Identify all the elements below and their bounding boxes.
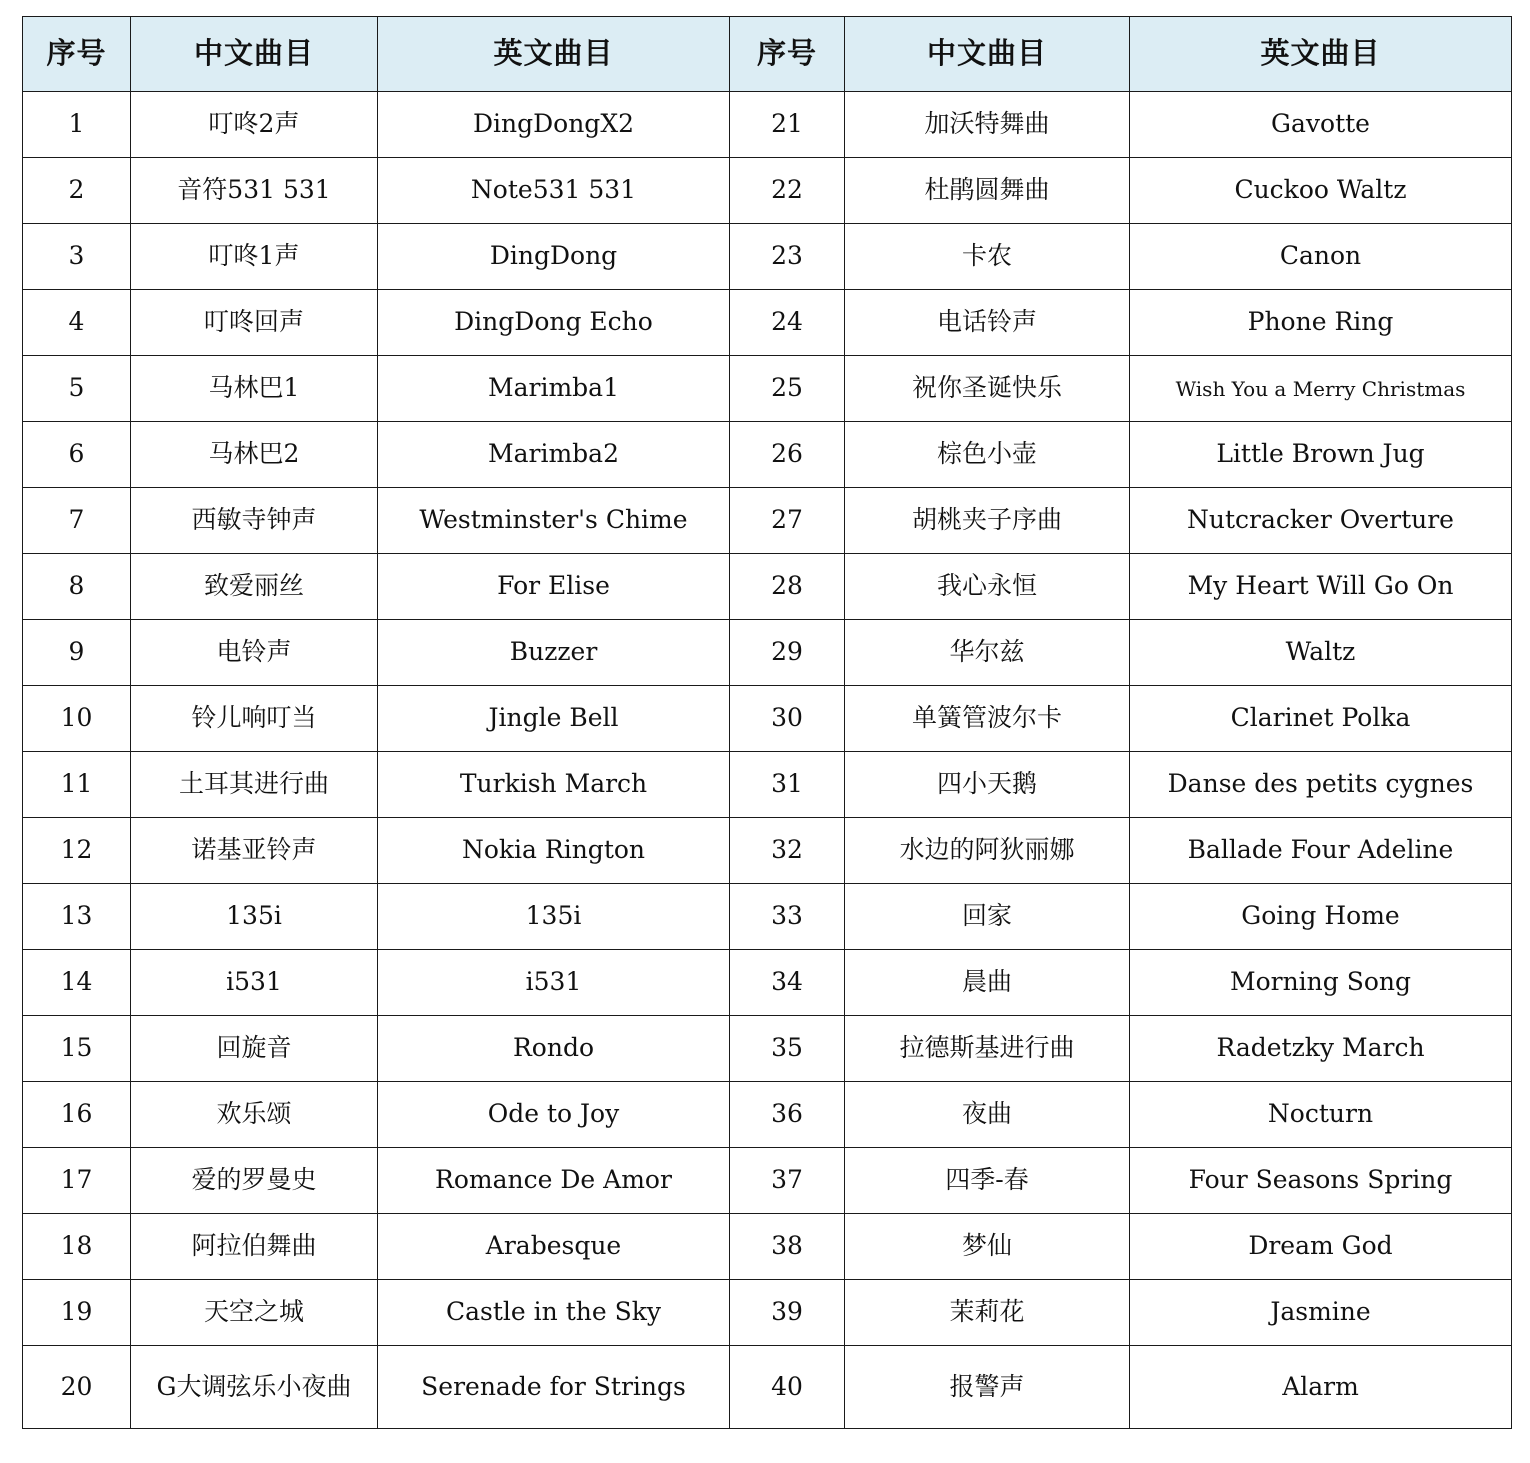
- cell-index-right: 27: [730, 488, 845, 554]
- header-chinese-title-left: 中文曲目: [131, 17, 378, 92]
- cell-index-right: 37: [730, 1148, 845, 1214]
- header-english-title-right: 英文曲目: [1130, 17, 1512, 92]
- cell-index-left: 11: [23, 752, 131, 818]
- cell-english-title-right: Gavotte: [1130, 92, 1512, 158]
- cell-chinese-title-right: 华尔兹: [845, 620, 1130, 686]
- cell-english-title-left: DingDong Echo: [378, 290, 730, 356]
- header-english-title-left: 英文曲目: [378, 17, 730, 92]
- cell-index-left: 2: [23, 158, 131, 224]
- cell-chinese-title-left: 爱的罗曼史: [131, 1148, 378, 1214]
- table-row: [23, 92, 1512, 158]
- cell-english-title-left: Turkish March: [378, 752, 730, 818]
- table-body: [23, 92, 1512, 1429]
- cell-index-right: 24: [730, 290, 845, 356]
- cell-english-title-right: Clarinet Polka: [1130, 686, 1512, 752]
- cell-english-title-left: Note531 531: [378, 158, 730, 224]
- cell-index-left: 5: [23, 356, 131, 422]
- header-index-right: 序号: [730, 17, 845, 92]
- table-row: [23, 818, 1512, 884]
- cell-index-right: 40: [730, 1346, 845, 1429]
- cell-english-title-right: Cuckoo Waltz: [1130, 158, 1512, 224]
- cell-chinese-title-left: 致爱丽丝: [131, 554, 378, 620]
- table-row: [23, 554, 1512, 620]
- cell-english-title-right: Radetzky March: [1130, 1016, 1512, 1082]
- cell-index-left: 14: [23, 950, 131, 1016]
- cell-chinese-title-right: 报警声: [845, 1346, 1130, 1429]
- cell-chinese-title-left: 西敏寺钟声: [131, 488, 378, 554]
- cell-english-title-right: Nocturn: [1130, 1082, 1512, 1148]
- cell-english-title-left: Jingle Bell: [378, 686, 730, 752]
- cell-english-title-left: Buzzer: [378, 620, 730, 686]
- table-row: [23, 356, 1512, 422]
- cell-english-title-left: For Elise: [378, 554, 730, 620]
- cell-english-title-left: Marimba2: [378, 422, 730, 488]
- cell-index-left: 6: [23, 422, 131, 488]
- cell-index-left: 16: [23, 1082, 131, 1148]
- cell-index-right: 35: [730, 1016, 845, 1082]
- cell-index-right: 38: [730, 1214, 845, 1280]
- cell-index-right: 32: [730, 818, 845, 884]
- table-row: [23, 950, 1512, 1016]
- cell-chinese-title-right: 四小天鹅: [845, 752, 1130, 818]
- cell-chinese-title-left: 诺基亚铃声: [131, 818, 378, 884]
- cell-index-left: 20: [23, 1346, 131, 1429]
- cell-english-title-right: Alarm: [1130, 1346, 1512, 1429]
- cell-index-left: 10: [23, 686, 131, 752]
- cell-chinese-title-left: 电铃声: [131, 620, 378, 686]
- cell-index-right: 31: [730, 752, 845, 818]
- cell-english-title-right: Nutcracker Overture: [1130, 488, 1512, 554]
- cell-index-left: 19: [23, 1280, 131, 1346]
- cell-chinese-title-right: 晨曲: [845, 950, 1130, 1016]
- cell-english-title-left: Ode to Joy: [378, 1082, 730, 1148]
- cell-english-title-left: Westminster's Chime: [378, 488, 730, 554]
- cell-english-title-right: Waltz: [1130, 620, 1512, 686]
- cell-chinese-title-left: 马林巴1: [131, 356, 378, 422]
- cell-english-title-left: Romance De Amor: [378, 1148, 730, 1214]
- cell-english-title-left: Castle in the Sky: [378, 1280, 730, 1346]
- cell-english-title-right: My Heart Will Go On: [1130, 554, 1512, 620]
- cell-index-right: 29: [730, 620, 845, 686]
- cell-chinese-title-left: 135i: [131, 884, 378, 950]
- cell-english-title-left: Serenade for Strings: [378, 1346, 730, 1429]
- table-row: [23, 884, 1512, 950]
- cell-english-title-right: Canon: [1130, 224, 1512, 290]
- cell-index-left: 7: [23, 488, 131, 554]
- cell-index-left: 12: [23, 818, 131, 884]
- cell-chinese-title-right: 单簧管波尔卡: [845, 686, 1130, 752]
- cell-chinese-title-right: 加沃特舞曲: [845, 92, 1130, 158]
- cell-chinese-title-left: 回旋音: [131, 1016, 378, 1082]
- table-row: [23, 422, 1512, 488]
- cell-chinese-title-right: 梦仙: [845, 1214, 1130, 1280]
- table-row: [23, 158, 1512, 224]
- table-row: [23, 224, 1512, 290]
- header-chinese-title-right: 中文曲目: [845, 17, 1130, 92]
- cell-index-left: 18: [23, 1214, 131, 1280]
- table-row: [23, 1280, 1512, 1346]
- cell-index-left: 3: [23, 224, 131, 290]
- cell-index-right: 36: [730, 1082, 845, 1148]
- cell-english-title-left: 135i: [378, 884, 730, 950]
- cell-index-right: 25: [730, 356, 845, 422]
- cell-index-right: 26: [730, 422, 845, 488]
- cell-english-title-right: Dream God: [1130, 1214, 1512, 1280]
- cell-index-right: 22: [730, 158, 845, 224]
- cell-english-title-right: Little Brown Jug: [1130, 422, 1512, 488]
- cell-index-right: 28: [730, 554, 845, 620]
- cell-chinese-title-left: G大调弦乐小夜曲: [131, 1346, 378, 1429]
- cell-english-title-left: Nokia Rington: [378, 818, 730, 884]
- cell-index-left: 4: [23, 290, 131, 356]
- cell-chinese-title-left: i531: [131, 950, 378, 1016]
- cell-index-right: 30: [730, 686, 845, 752]
- cell-chinese-title-left: 叮咚1声: [131, 224, 378, 290]
- cell-chinese-title-left: 土耳其进行曲: [131, 752, 378, 818]
- cell-index-right: 34: [730, 950, 845, 1016]
- cell-chinese-title-left: 天空之城: [131, 1280, 378, 1346]
- cell-index-right: 39: [730, 1280, 845, 1346]
- cell-chinese-title-right: 杜鹃圆舞曲: [845, 158, 1130, 224]
- cell-english-title-right: Danse des petits cygnes: [1130, 752, 1512, 818]
- cell-chinese-title-right: 棕色小壶: [845, 422, 1130, 488]
- cell-index-left: 1: [23, 92, 131, 158]
- table-row: [23, 686, 1512, 752]
- cell-english-title-left: DingDong: [378, 224, 730, 290]
- cell-index-left: 17: [23, 1148, 131, 1214]
- table-row: [23, 488, 1512, 554]
- cell-index-right: 21: [730, 92, 845, 158]
- cell-chinese-title-right: 夜曲: [845, 1082, 1130, 1148]
- cell-chinese-title-right: 茉莉花: [845, 1280, 1130, 1346]
- cell-chinese-title-left: 阿拉伯舞曲: [131, 1214, 378, 1280]
- table-row: [23, 1082, 1512, 1148]
- cell-chinese-title-right: 卡农: [845, 224, 1130, 290]
- cell-index-left: 13: [23, 884, 131, 950]
- cell-chinese-title-right: 回家: [845, 884, 1130, 950]
- cell-index-left: 8: [23, 554, 131, 620]
- cell-chinese-title-left: 马林巴2: [131, 422, 378, 488]
- table-row: [23, 752, 1512, 818]
- cell-english-title-left: i531: [378, 950, 730, 1016]
- cell-chinese-title-right: 我心永恒: [845, 554, 1130, 620]
- table-row: [23, 1148, 1512, 1214]
- cell-chinese-title-right: 祝你圣诞快乐: [845, 356, 1130, 422]
- cell-index-left: 15: [23, 1016, 131, 1082]
- cell-chinese-title-right: 拉德斯基进行曲: [845, 1016, 1130, 1082]
- cell-english-title-left: Rondo: [378, 1016, 730, 1082]
- cell-chinese-title-left: 铃儿响叮当: [131, 686, 378, 752]
- cell-chinese-title-right: 四季-春: [845, 1148, 1130, 1214]
- table-row: [23, 1214, 1512, 1280]
- table-row: [23, 290, 1512, 356]
- cell-chinese-title-right: 水边的阿狄丽娜: [845, 818, 1130, 884]
- cell-index-right: 33: [730, 884, 845, 950]
- cell-chinese-title-left: 音符531 531: [131, 158, 378, 224]
- cell-english-title-left: DingDongX2: [378, 92, 730, 158]
- table-row: [23, 1346, 1512, 1429]
- cell-chinese-title-right: 胡桃夹子序曲: [845, 488, 1130, 554]
- cell-english-title-right: Jasmine: [1130, 1280, 1512, 1346]
- table-row: [23, 620, 1512, 686]
- cell-chinese-title-left: 叮咚2声: [131, 92, 378, 158]
- cell-english-title-right: Morning Song: [1130, 950, 1512, 1016]
- cell-english-title-right: Ballade Four Adeline: [1130, 818, 1512, 884]
- song-table: [22, 16, 1512, 1429]
- table-row: [23, 1016, 1512, 1082]
- cell-english-title-left: Marimba1: [378, 356, 730, 422]
- cell-chinese-title-right: 电话铃声: [845, 290, 1130, 356]
- cell-english-title-left: Arabesque: [378, 1214, 730, 1280]
- cell-chinese-title-left: 叮咚回声: [131, 290, 378, 356]
- cell-english-title-right: Four Seasons Spring: [1130, 1148, 1512, 1214]
- header-index-left: 序号: [23, 17, 131, 92]
- cell-chinese-title-left: 欢乐颂: [131, 1082, 378, 1148]
- cell-english-title-right: Wish You a Merry Christmas: [1130, 356, 1512, 422]
- cell-index-right: 23: [730, 224, 845, 290]
- cell-english-title-right: Phone Ring: [1130, 290, 1512, 356]
- cell-index-left: 9: [23, 620, 131, 686]
- header-row: [23, 17, 1512, 92]
- cell-english-title-right: Going Home: [1130, 884, 1512, 950]
